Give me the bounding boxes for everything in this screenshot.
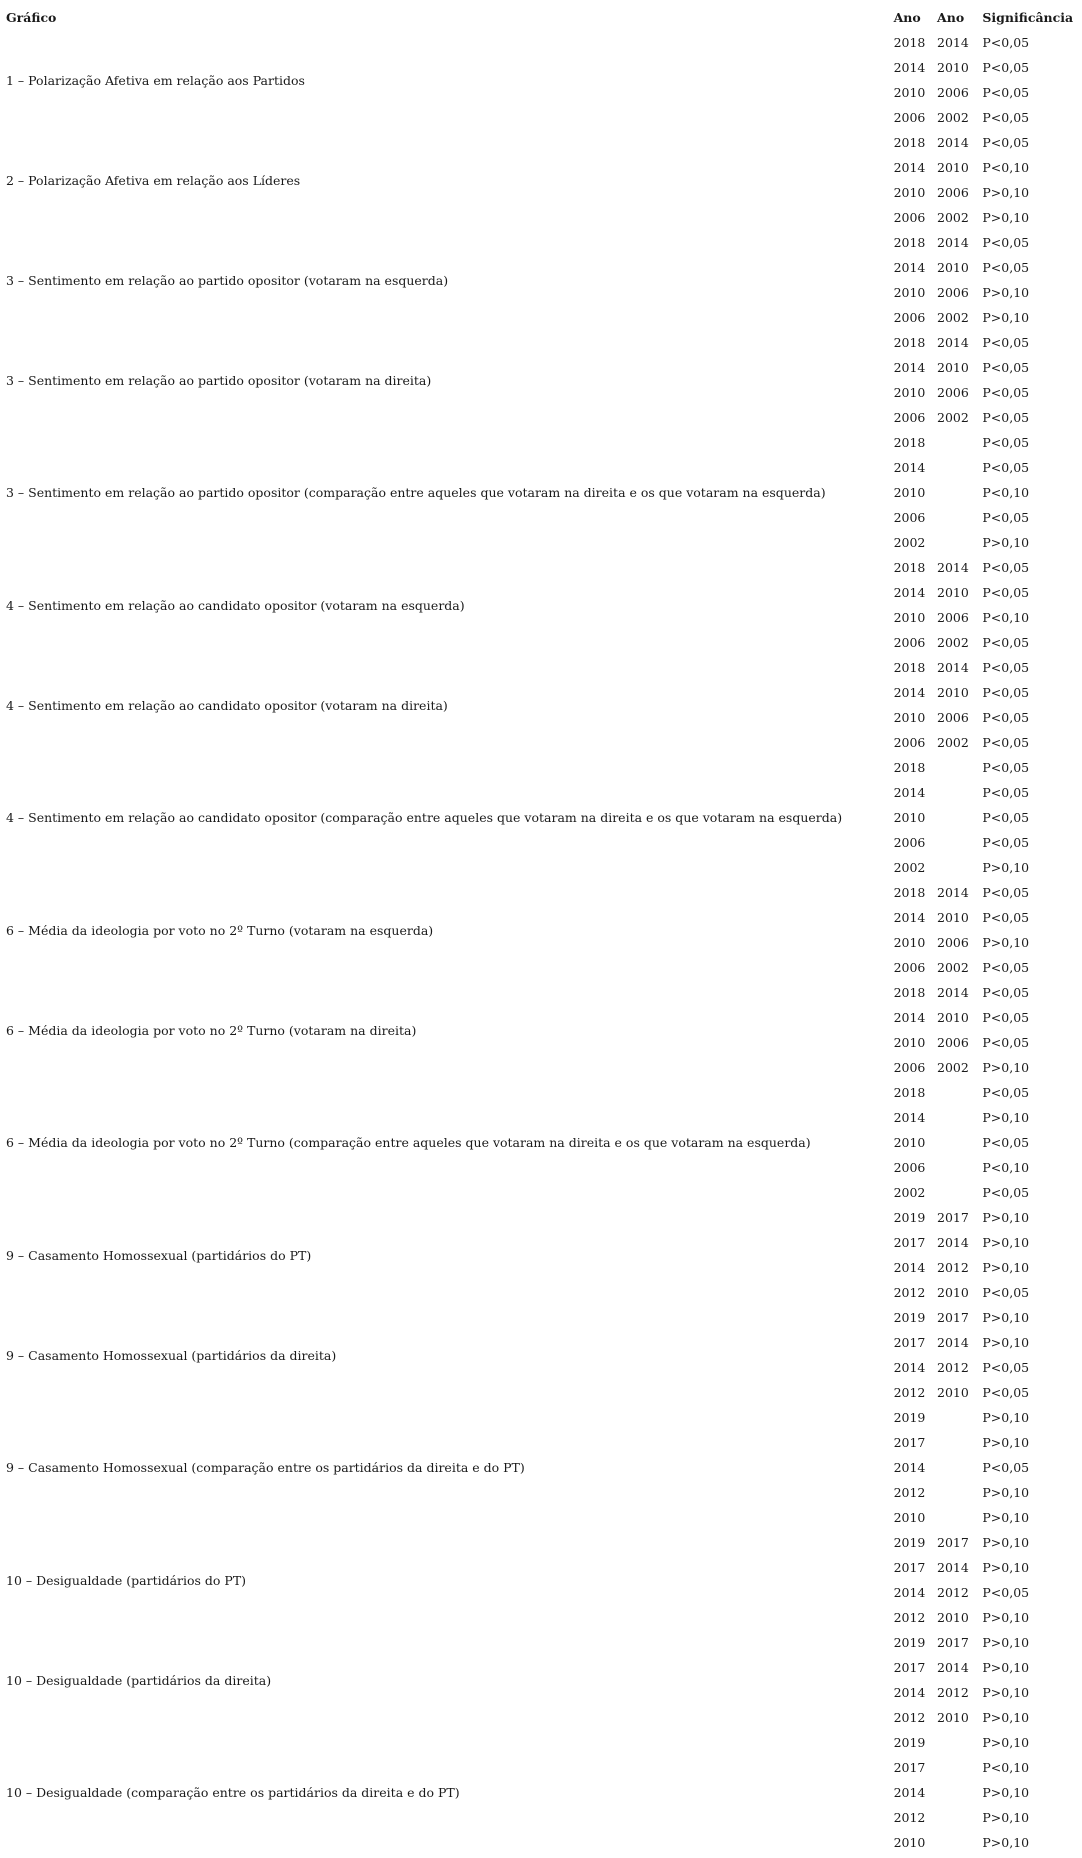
year-1-cell: 2018	[893, 985, 926, 1000]
year-2-cell	[937, 1130, 982, 1155]
significance-cell: P>0,10	[982, 1535, 1030, 1550]
significance-cell: P>0,10	[982, 1235, 1030, 1250]
table-row	[6, 880, 1082, 905]
significance-cell: P<0,05	[982, 985, 1030, 1000]
year-2-cell	[937, 1730, 982, 1755]
significance-cell: P>0,10	[982, 1810, 1030, 1825]
year-2-cell	[937, 1805, 982, 1830]
significance-cell: P>0,10	[982, 1635, 1030, 1650]
year-1-cell: 2002	[893, 1185, 926, 1200]
year-2-cell: 2002	[937, 310, 969, 325]
significance-cell: P>0,10	[982, 1435, 1030, 1450]
significance-cell: P<0,05	[982, 135, 1030, 150]
year-2-cell: 2006	[937, 1035, 969, 1050]
significance-cell: P>0,10	[982, 535, 1030, 550]
year-2-cell	[937, 1830, 982, 1855]
year-2-cell: 2010	[937, 260, 969, 275]
significance-cell: P>0,10	[982, 310, 1030, 325]
significance-cell: P<0,05	[982, 510, 1030, 525]
year-1-cell: 2014	[893, 460, 926, 475]
year-1-cell: 2014	[893, 1685, 926, 1700]
table-header-row	[6, 5, 1082, 30]
year-1-cell: 2014	[893, 910, 926, 925]
year-1-cell: 2010	[893, 935, 926, 950]
year-2-cell: 2006	[937, 285, 969, 300]
significance-cell: P<0,05	[982, 1010, 1030, 1025]
significance-cell: P<0,05	[982, 560, 1030, 575]
year-2-cell: 2014	[937, 660, 969, 675]
year-1-cell: 2006	[893, 310, 926, 325]
significance-cell: P<0,05	[982, 1285, 1030, 1300]
year-2-cell: 2012	[937, 1360, 969, 1375]
year-2-cell: 2014	[937, 885, 969, 900]
year-1-cell: 2018	[893, 35, 926, 50]
significance-cell: P>0,10	[982, 1485, 1030, 1500]
year-2-cell	[937, 1105, 982, 1130]
year-1-cell: 2019	[893, 1410, 926, 1425]
year-2-cell: 2002	[937, 410, 969, 425]
year-1-cell: 2018	[893, 135, 926, 150]
year-2-cell: 2006	[937, 385, 969, 400]
year-2-cell: 2014	[937, 1335, 969, 1350]
year-2-cell: 2010	[937, 910, 969, 925]
graph-label: 10 – Desigualdade (comparação entre os partidários da direita e do PT)	[6, 1785, 460, 1800]
table-row	[6, 1405, 1082, 1430]
table-row	[6, 30, 1082, 55]
year-1-cell: 2014	[893, 785, 926, 800]
year-1-cell: 2012	[893, 1385, 926, 1400]
year-1-cell: 2010	[893, 185, 926, 200]
year-2-cell	[937, 1480, 982, 1505]
year-1-cell: 2014	[893, 1260, 926, 1275]
year-2-cell	[937, 1155, 982, 1180]
year-1-cell: 2014	[893, 260, 926, 275]
year-1-cell: 2019	[893, 1535, 926, 1550]
significance-cell: P<0,05	[982, 360, 1030, 375]
significance-cell: P<0,05	[982, 1385, 1030, 1400]
significance-cell: P>0,10	[982, 1835, 1030, 1850]
year-2-cell: 2017	[937, 1535, 969, 1550]
year-1-cell: 2018	[893, 760, 926, 775]
year-1-cell: 2012	[893, 1485, 926, 1500]
year-2-cell	[937, 430, 982, 455]
significance-cell: P<0,05	[982, 1185, 1030, 1200]
graph-label: 6 – Média da ideologia por voto no 2º Turno (comparação entre aqueles que votaram na direita e os que votaram na esquerda)	[6, 1135, 811, 1150]
significance-cell: P<0,10	[982, 1760, 1030, 1775]
significance-cell: P>0,10	[982, 1110, 1030, 1125]
year-2-cell	[937, 1505, 982, 1530]
year-1-cell: 2010	[893, 710, 926, 725]
graph-label: 3 – Sentimento em relação ao partido opositor (votaram na direita)	[6, 372, 432, 388]
year-2-cell: 2014	[937, 560, 969, 575]
graph-label: 9 – Casamento Homossexual (partidários da direita)	[6, 1347, 337, 1363]
year-1-cell: 2018	[893, 885, 926, 900]
year-2-cell	[937, 530, 982, 555]
year-2-cell	[937, 455, 982, 480]
year-1-cell: 2017	[893, 1760, 926, 1775]
year-1-cell: 2006	[893, 960, 926, 975]
year-2-cell	[937, 1080, 982, 1105]
year-2-cell: 2014	[937, 1660, 969, 1675]
year-1-cell: 2012	[893, 1710, 926, 1725]
year-2-cell: 2014	[937, 1235, 969, 1250]
year-1-cell: 2014	[893, 360, 926, 375]
year-2-cell: 2006	[937, 935, 969, 950]
year-2-cell: 2014	[937, 1560, 969, 1575]
year-1-cell: 2010	[893, 1135, 926, 1150]
year-1-cell: 2019	[893, 1310, 926, 1325]
header-year-1: Ano	[893, 10, 921, 25]
graph-label: 3 – Sentimento em relação ao partido opositor (comparação entre aqueles que votaram na direita e os que votaram na esquerda)	[6, 485, 826, 500]
table-row	[6, 430, 1082, 455]
significance-cell: P<0,05	[982, 1135, 1030, 1150]
year-1-cell: 2010	[893, 610, 926, 625]
significance-cell: P<0,05	[982, 960, 1030, 975]
year-2-cell: 2006	[937, 610, 969, 625]
table-row	[6, 655, 1082, 680]
significance-cell: P<0,05	[982, 785, 1030, 800]
year-1-cell: 2014	[893, 1585, 926, 1600]
significance-cell: P<0,05	[982, 1085, 1030, 1100]
year-2-cell: 2006	[937, 185, 969, 200]
graph-label: 4 – Sentimento em relação ao candidato opositor (votaram na esquerda)	[6, 597, 465, 613]
significance-cell: P<0,05	[982, 260, 1030, 275]
significance-cell: P>0,10	[982, 1685, 1030, 1700]
year-2-cell	[937, 480, 982, 505]
significance-cell: P<0,05	[982, 1585, 1030, 1600]
significance-cell: P<0,10	[982, 610, 1030, 625]
year-2-cell	[937, 830, 982, 855]
year-2-cell	[937, 1405, 982, 1430]
graph-label: 10 – Desigualdade (partidários do PT)	[6, 1572, 247, 1588]
significance-cell: P<0,10	[982, 485, 1030, 500]
year-1-cell: 2019	[893, 1210, 926, 1225]
table-row	[6, 1630, 1082, 1655]
year-2-cell	[937, 1455, 982, 1480]
year-2-cell: 2010	[937, 1285, 969, 1300]
graph-label: 2 – Polarização Afetiva em relação aos Líderes	[6, 172, 301, 188]
year-1-cell: 2012	[893, 1610, 926, 1625]
year-2-cell: 2010	[937, 1710, 969, 1725]
year-2-cell	[937, 805, 982, 830]
year-1-cell: 2014	[893, 1360, 926, 1375]
year-1-cell: 2002	[893, 860, 926, 875]
year-2-cell: 2010	[937, 160, 969, 175]
significance-cell: P<0,05	[982, 585, 1030, 600]
year-1-cell: 2019	[893, 1735, 926, 1750]
year-1-cell: 2014	[893, 1110, 926, 1125]
graph-label: 10 – Desigualdade (partidários da direita)	[6, 1672, 272, 1688]
table-row	[6, 230, 1082, 255]
year-2-cell: 2002	[937, 735, 969, 750]
year-2-cell: 2002	[937, 1060, 969, 1075]
significance-cell: P<0,05	[982, 1360, 1030, 1375]
year-1-cell: 2002	[893, 535, 926, 550]
year-2-cell: 2012	[937, 1585, 969, 1600]
significance-cell: P<0,05	[982, 410, 1030, 425]
significance-cell: P<0,05	[982, 810, 1030, 825]
table-row	[6, 555, 1082, 580]
significance-cell: P>0,10	[982, 1060, 1030, 1075]
significance-cell: P>0,10	[982, 1260, 1030, 1275]
year-2-cell: 2010	[937, 585, 969, 600]
graph-label: 9 – Casamento Homossexual (partidários do PT)	[6, 1247, 312, 1263]
table-row	[6, 330, 1082, 355]
year-2-cell	[937, 505, 982, 530]
year-2-cell: 2012	[937, 1260, 969, 1275]
year-1-cell: 2012	[893, 1285, 926, 1300]
year-1-cell: 2006	[893, 1160, 926, 1175]
significance-cell: P>0,10	[982, 1735, 1030, 1750]
year-1-cell: 2014	[893, 585, 926, 600]
year-1-cell: 2010	[893, 85, 926, 100]
graph-label: 6 – Média da ideologia por voto no 2º Turno (votaram na esquerda)	[6, 922, 434, 938]
year-2-cell	[937, 1780, 982, 1805]
significance-cell: P<0,05	[982, 910, 1030, 925]
year-1-cell: 2014	[893, 160, 926, 175]
header-significance: Significância	[982, 10, 1074, 25]
graph-label: 4 – Sentimento em relação ao candidato opositor (votaram na direita)	[6, 697, 448, 713]
significance-cell: P<0,05	[982, 110, 1030, 125]
year-2-cell: 2017	[937, 1635, 969, 1650]
significance-cell: P<0,05	[982, 235, 1030, 250]
significance-cell: P>0,10	[982, 1785, 1030, 1800]
year-2-cell: 2014	[937, 335, 969, 350]
significance-cell: P>0,10	[982, 1560, 1030, 1575]
significance-cell: P<0,05	[982, 385, 1030, 400]
year-1-cell: 2017	[893, 1235, 926, 1250]
year-1-cell: 2010	[893, 1835, 926, 1850]
significance-cell: P<0,05	[982, 735, 1030, 750]
table-row	[6, 1530, 1082, 1555]
table-row	[6, 1080, 1082, 1105]
year-2-cell	[937, 780, 982, 805]
graph-label: 3 – Sentimento em relação ao partido opositor (votaram na esquerda)	[6, 272, 449, 288]
significance-cell: P>0,10	[982, 1610, 1030, 1625]
year-2-cell: 2017	[937, 1210, 969, 1225]
year-1-cell: 2006	[893, 835, 926, 850]
year-1-cell: 2010	[893, 810, 926, 825]
significance-cell: P<0,05	[982, 660, 1030, 675]
significance-cell: P<0,05	[982, 710, 1030, 725]
year-1-cell: 2014	[893, 1010, 926, 1025]
year-2-cell	[937, 1180, 982, 1205]
table-row	[6, 130, 1082, 155]
year-1-cell: 2018	[893, 435, 926, 450]
year-2-cell: 2017	[937, 1310, 969, 1325]
year-2-cell	[937, 855, 982, 880]
year-2-cell: 2014	[937, 985, 969, 1000]
significance-cell: P>0,10	[982, 285, 1030, 300]
significance-cell: P<0,05	[982, 635, 1030, 650]
significance-cell: P<0,05	[982, 1460, 1030, 1475]
year-1-cell: 2017	[893, 1660, 926, 1675]
significance-cell: P<0,05	[982, 435, 1030, 450]
table-row	[6, 1205, 1082, 1230]
table-row	[6, 1305, 1082, 1330]
significance-cell: P>0,10	[982, 1710, 1030, 1725]
year-1-cell: 2006	[893, 735, 926, 750]
year-1-cell: 2018	[893, 235, 926, 250]
significance-cell: P>0,10	[982, 210, 1030, 225]
graph-label: 6 – Média da ideologia por voto no 2º Turno (votaram na direita)	[6, 1022, 417, 1038]
significance-cell: P<0,05	[982, 35, 1030, 50]
year-1-cell: 2006	[893, 635, 926, 650]
year-1-cell: 2014	[893, 685, 926, 700]
year-1-cell: 2006	[893, 410, 926, 425]
year-2-cell: 2002	[937, 635, 969, 650]
year-1-cell: 2019	[893, 1635, 926, 1650]
year-2-cell: 2006	[937, 710, 969, 725]
header-year-2: Ano	[937, 10, 965, 25]
year-1-cell: 2018	[893, 660, 926, 675]
significance-cell: P>0,10	[982, 1310, 1030, 1325]
year-1-cell: 2017	[893, 1560, 926, 1575]
significance-cell: P<0,10	[982, 160, 1030, 175]
significance-cell: P<0,10	[982, 1160, 1030, 1175]
year-2-cell: 2014	[937, 135, 969, 150]
year-1-cell: 2010	[893, 1510, 926, 1525]
table-body	[6, 30, 1082, 1855]
significance-cell: P<0,05	[982, 335, 1030, 350]
year-2-cell: 2012	[937, 1685, 969, 1700]
year-2-cell: 2010	[937, 685, 969, 700]
year-2-cell: 2002	[937, 960, 969, 975]
year-1-cell: 2010	[893, 385, 926, 400]
significance-cell: P>0,10	[982, 1210, 1030, 1225]
significance-cell: P<0,05	[982, 1035, 1030, 1050]
year-2-cell: 2006	[937, 85, 969, 100]
graph-label: 1 – Polarização Afetiva em relação aos Partidos	[6, 72, 305, 88]
year-1-cell: 2014	[893, 60, 926, 75]
year-1-cell: 2012	[893, 1810, 926, 1825]
table-row	[6, 1730, 1082, 1755]
header-graph: Gráfico	[6, 10, 57, 25]
table-row	[6, 980, 1082, 1005]
significance-cell: P<0,05	[982, 60, 1030, 75]
significance-cell: P<0,05	[982, 460, 1030, 475]
significance-cell: P>0,10	[982, 860, 1030, 875]
significance-cell: P>0,10	[982, 1660, 1030, 1675]
year-2-cell	[937, 1755, 982, 1780]
year-1-cell: 2010	[893, 1035, 926, 1050]
significance-cell: P>0,10	[982, 1335, 1030, 1350]
year-2-cell: 2010	[937, 1385, 969, 1400]
year-2-cell	[937, 1430, 982, 1455]
significance-cell: P<0,05	[982, 85, 1030, 100]
significance-cell: P<0,05	[982, 685, 1030, 700]
graph-label: 4 – Sentimento em relação ao candidato opositor (comparação entre aqueles que votaram na direita e os que votaram na esquerda)	[6, 810, 843, 825]
year-2-cell: 2010	[937, 60, 969, 75]
year-1-cell: 2006	[893, 510, 926, 525]
year-1-cell: 2010	[893, 285, 926, 300]
year-2-cell	[937, 755, 982, 780]
graph-label: 9 – Casamento Homossexual (comparação entre os partidários da direita e do PT)	[6, 1460, 525, 1475]
year-1-cell: 2014	[893, 1460, 926, 1475]
significance-cell: P>0,10	[982, 935, 1030, 950]
significance-cell: P>0,10	[982, 1410, 1030, 1425]
year-2-cell: 2002	[937, 110, 969, 125]
year-1-cell: 2018	[893, 560, 926, 575]
year-1-cell: 2006	[893, 110, 926, 125]
significance-cell: P<0,05	[982, 835, 1030, 850]
year-1-cell: 2018	[893, 1085, 926, 1100]
year-2-cell: 2010	[937, 1610, 969, 1625]
significance-cell: P<0,05	[982, 760, 1030, 775]
table-row	[6, 755, 1082, 780]
significance-cell: P<0,05	[982, 885, 1030, 900]
year-1-cell: 2006	[893, 210, 926, 225]
significance-cell: P>0,10	[982, 185, 1030, 200]
year-1-cell: 2017	[893, 1435, 926, 1450]
year-2-cell: 2014	[937, 35, 969, 50]
significance-cell: P>0,10	[982, 1510, 1030, 1525]
year-1-cell: 2014	[893, 1785, 926, 1800]
year-2-cell: 2014	[937, 235, 969, 250]
year-1-cell: 2017	[893, 1335, 926, 1350]
year-1-cell: 2018	[893, 335, 926, 350]
significance-table	[6, 5, 1082, 1855]
year-1-cell: 2010	[893, 485, 926, 500]
year-1-cell: 2006	[893, 1060, 926, 1075]
year-2-cell: 2010	[937, 360, 969, 375]
year-2-cell: 2010	[937, 1010, 969, 1025]
year-2-cell: 2002	[937, 210, 969, 225]
